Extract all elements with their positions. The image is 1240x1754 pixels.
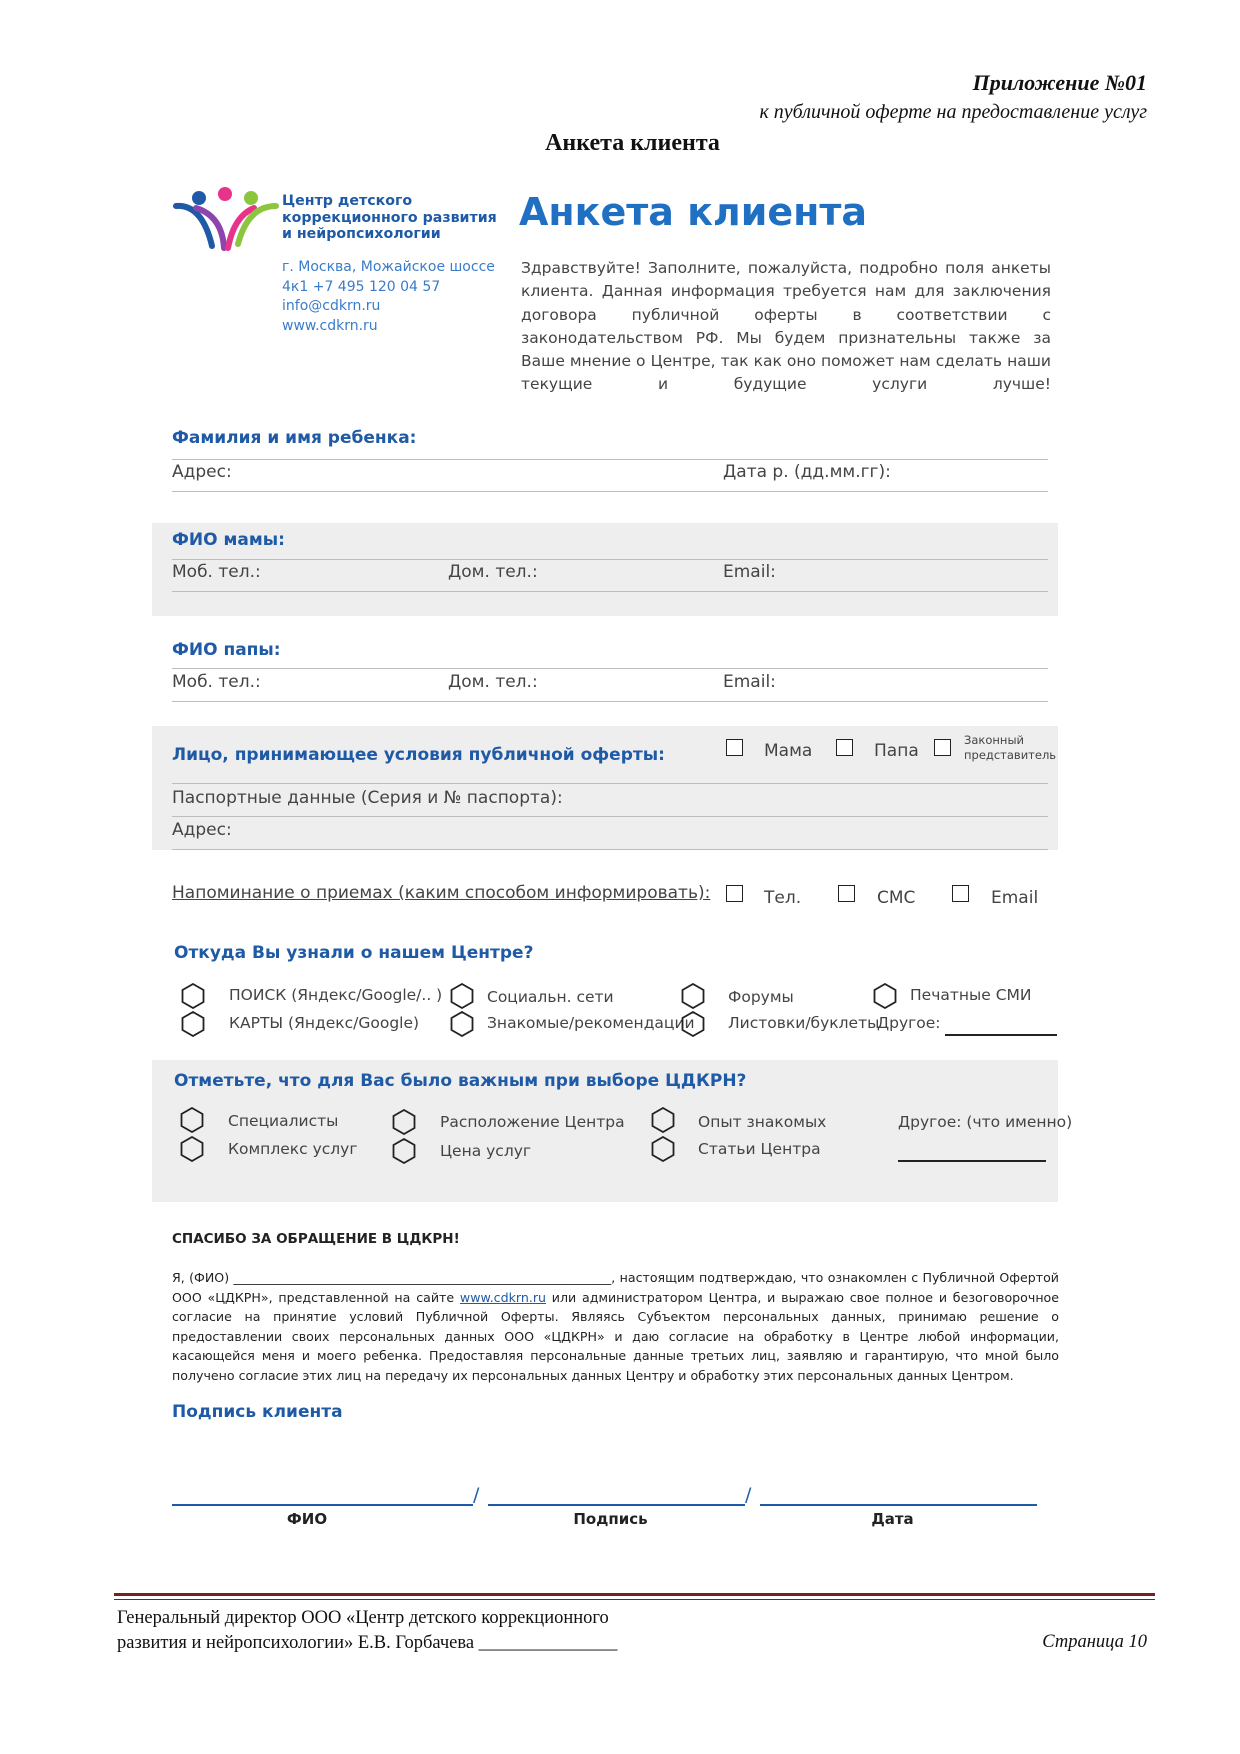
document-title: Анкета клиента bbox=[545, 130, 720, 156]
important-price-label: Цена услуг bbox=[440, 1142, 532, 1160]
important-experience-option[interactable] bbox=[651, 1107, 675, 1133]
offer-mother-label: Мама bbox=[764, 741, 813, 761]
center-contacts bbox=[282, 258, 495, 336]
reminder-phone-checkbox[interactable] bbox=[726, 885, 743, 902]
signature-slash-2: / bbox=[745, 1484, 752, 1506]
footer-divider bbox=[114, 1593, 1155, 1596]
source-social-option[interactable] bbox=[450, 983, 474, 1009]
passport-line[interactable] bbox=[172, 816, 1048, 817]
mother-home-label: Дом. тел.: bbox=[448, 562, 538, 582]
passport-label: Паспортные данные (Серия и № паспорта): bbox=[172, 788, 563, 808]
source-print-option[interactable] bbox=[873, 983, 897, 1009]
source-friends-option[interactable] bbox=[450, 1011, 474, 1037]
signature-fio-line[interactable] bbox=[172, 1504, 473, 1506]
offer-father-checkbox[interactable] bbox=[836, 739, 853, 756]
footer-director-line1: Генеральный директор ООО «Центр детского коррекционного bbox=[117, 1608, 609, 1628]
child-birth-label: Дата р. (дд.мм.гг): bbox=[723, 462, 891, 482]
mother-name-line[interactable] bbox=[172, 559, 1048, 560]
important-price-option[interactable] bbox=[392, 1138, 416, 1164]
center-website[interactable]: www.cdkrn.ru bbox=[282, 317, 378, 334]
source-forums-label: Форумы bbox=[728, 988, 794, 1006]
center-logo bbox=[172, 186, 280, 256]
footer-director-line2: развития и нейропсихологии» Е.В. Горбачева _______________ bbox=[117, 1633, 618, 1653]
offer-address-label: Адрес: bbox=[172, 820, 232, 840]
appendix-subtitle: к публичной оферте на предоставление услуг bbox=[759, 101, 1147, 123]
source-friends-label: Знакомые/рекомендации bbox=[487, 1014, 695, 1032]
source-leaflets-label: Листовки/буклеты bbox=[728, 1014, 880, 1032]
signature-sign-label: Подпись bbox=[573, 1510, 648, 1528]
footer-page-number: Страница 10 bbox=[1042, 1632, 1147, 1652]
reminder-email-label: Email bbox=[991, 888, 1039, 908]
father-name-line[interactable] bbox=[172, 668, 1048, 669]
child-address-label: Адрес: bbox=[172, 462, 232, 482]
appendix-title: Приложение №01 bbox=[972, 70, 1147, 95]
reminder-phone-label: Тел. bbox=[764, 888, 802, 908]
mother-mobile-label: Моб. тел.: bbox=[172, 562, 261, 582]
mother-email-label: Email: bbox=[723, 562, 776, 582]
consent-text bbox=[172, 1268, 1059, 1386]
child-name-label: Фамилия и имя ребенка: bbox=[172, 428, 417, 448]
important-experience-label: Опыт знакомых bbox=[698, 1113, 827, 1131]
child-name-line[interactable] bbox=[172, 459, 1048, 460]
source-search-label: ПОИСК (Яндекс/Google/.. ) bbox=[229, 986, 443, 1004]
important-other-label: Другое: (что именно) bbox=[898, 1113, 1073, 1131]
offer-person-line[interactable] bbox=[172, 783, 1048, 784]
signature-slash-1: / bbox=[473, 1484, 480, 1506]
signature-heading: Подпись клиента bbox=[172, 1402, 343, 1422]
important-articles-option[interactable] bbox=[651, 1136, 675, 1162]
father-home-label: Дом. тел.: bbox=[448, 672, 538, 692]
source-forums-option[interactable] bbox=[681, 983, 705, 1009]
father-mobile-label: Моб. тел.: bbox=[172, 672, 261, 692]
center-address-line2: 4к1 +7 495 120 04 57 bbox=[282, 278, 441, 295]
reminder-sms-checkbox[interactable] bbox=[838, 885, 855, 902]
consent-text-part1: Я, (ФИО) ____________________________________________________________, настоящим подтверждаю, что ознакомлен с Публичной Офертой ООО «ЦДКРН», представленной на сайте bbox=[172, 1270, 1059, 1305]
reminder-email-checkbox[interactable] bbox=[952, 885, 969, 902]
important-heading: Отметьте, что для Вас было важным при выборе ЦДКРН? bbox=[174, 1071, 747, 1091]
important-articles-label: Статьи Центра bbox=[698, 1140, 821, 1158]
reminder-label: Напоминание о приемах (каким способом информировать): bbox=[172, 883, 711, 903]
signature-date-line[interactable] bbox=[760, 1504, 1037, 1506]
important-location-label: Расположение Центра bbox=[440, 1113, 625, 1131]
source-social-label: Социальн. сети bbox=[487, 988, 614, 1006]
important-other-line[interactable] bbox=[898, 1160, 1046, 1162]
offer-legal-rep-line1: Законный bbox=[964, 733, 1024, 747]
important-location-option[interactable] bbox=[392, 1109, 416, 1135]
source-maps-label: КАРТЫ (Яндекс/Google) bbox=[229, 1014, 420, 1032]
form-heading: Анкета клиента bbox=[519, 190, 868, 234]
source-other-label: Другое: bbox=[877, 1014, 941, 1032]
offer-address-line[interactable] bbox=[172, 849, 1048, 850]
consent-site-link[interactable]: www.cdkrn.ru bbox=[459, 1289, 546, 1305]
father-email-label: Email: bbox=[723, 672, 776, 692]
important-complex-label: Комплекс услуг bbox=[228, 1140, 358, 1158]
mother-label: ФИО мамы: bbox=[172, 530, 285, 550]
offer-legal-rep-line2: представитель bbox=[964, 748, 1057, 762]
signature-fio-label: ФИО bbox=[286, 1510, 328, 1528]
source-heading: Откуда Вы узнали о нашем Центре? bbox=[174, 943, 534, 963]
signature-sign-line[interactable] bbox=[488, 1504, 745, 1506]
father-label: ФИО папы: bbox=[172, 640, 281, 660]
source-other-line[interactable] bbox=[945, 1034, 1057, 1036]
important-specialists-label: Специалисты bbox=[228, 1112, 339, 1130]
source-print-label: Печатные СМИ bbox=[910, 986, 1032, 1004]
important-complex-option[interactable] bbox=[180, 1136, 204, 1162]
footer-divider-thin bbox=[114, 1599, 1155, 1600]
offer-mother-checkbox[interactable] bbox=[726, 739, 743, 756]
source-search-option[interactable] bbox=[181, 983, 205, 1009]
footer-director bbox=[117, 1606, 617, 1656]
consent-thanks: СПАСИБО ЗА ОБРАЩЕНИЕ В ЦДКРН! bbox=[172, 1231, 460, 1247]
signature-date-label: Дата bbox=[871, 1510, 914, 1528]
form-intro: Здравствуйте! Заполните, пожалуйста, подробно поля анкеты клиента. Данная информация требуется нам для заключения договора публичной оферты в соответствии с законодательством РФ. Мы будем признательны также за Ваше мнение о Центре, так как оно поможет нам сделать наши текущие и будущие услуги лучше! bbox=[521, 259, 1051, 394]
center-name-line2: коррекционного развития bbox=[282, 209, 497, 226]
offer-legal-rep-label bbox=[964, 733, 1056, 763]
center-email[interactable]: info@cdkrn.ru bbox=[282, 298, 381, 314]
offer-person-label: Лицо, принимающее условия публичной оферты: bbox=[172, 745, 665, 765]
consent-text-part2: или администратором Центра, и выражаю свое полное и безоговорочное согласие на принятие условий Публичной Оферты. Являясь Субъектом персональных данных, принимаю решение о предоставлении своих персональных данных ООО «ЦДКРН» и даю согласие на обработку в Центре любой информации, касающейся меня и моего ребенка. Предоставляя персональные данные третьих лиц, заявляю и гарантирую, что мной было получено согласие этих лиц на передачу их персональных данных Центру и обработку этих персональных данных Центром. bbox=[172, 1289, 1060, 1383]
reminder-sms-label: СМС bbox=[877, 888, 916, 908]
center-address-line1: г. Москва, Можайское шоссе bbox=[282, 259, 495, 275]
father-phone-line[interactable] bbox=[172, 701, 1048, 702]
child-address-line[interactable] bbox=[172, 491, 1048, 492]
center-name-line3: и нейропсихологии bbox=[282, 226, 441, 242]
important-specialists-option[interactable] bbox=[180, 1107, 204, 1133]
mother-section bbox=[152, 523, 1058, 616]
offer-legal-rep-checkbox[interactable] bbox=[934, 739, 951, 756]
mother-phone-line[interactable] bbox=[172, 591, 1048, 592]
offer-father-label: Папа bbox=[874, 741, 919, 761]
source-leaflets-option[interactable] bbox=[681, 1011, 705, 1037]
center-name-line1: Центр детского bbox=[282, 193, 413, 209]
center-name bbox=[282, 193, 497, 243]
source-maps-option[interactable] bbox=[181, 1011, 205, 1037]
